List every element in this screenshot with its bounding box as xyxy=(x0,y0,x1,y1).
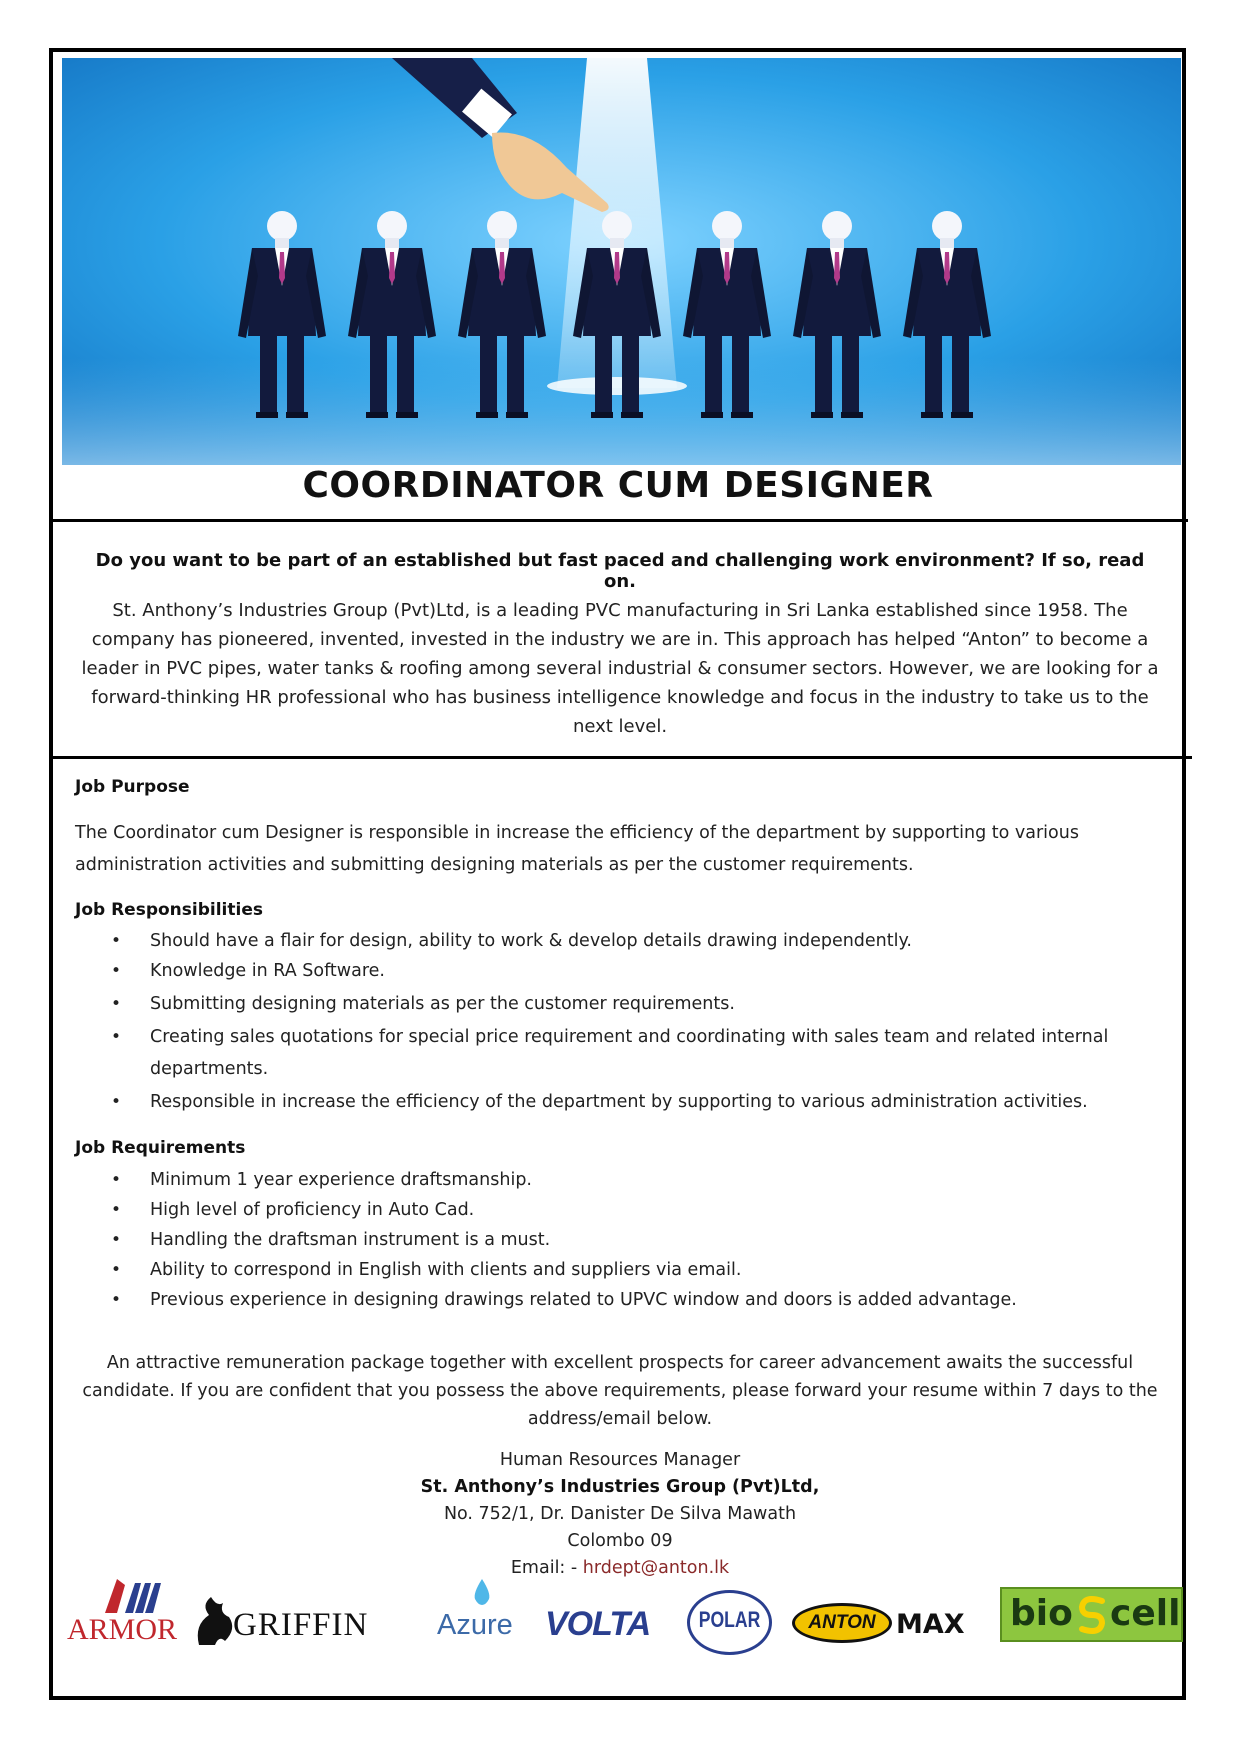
griffin-wordmark: GRIFFIN xyxy=(233,1607,369,1643)
swirl-s-icon xyxy=(1076,1593,1108,1637)
list-item: • Responsible in increase the efficiency of the department by supporting to various administration activities. xyxy=(75,1086,1135,1118)
volta-wordmark: VOLTA xyxy=(545,1605,651,1643)
list-item: • Submitting designing materials as per the customer requirements. xyxy=(75,988,1135,1020)
list-item: • Handling the draftsman instrument is a must. xyxy=(75,1224,1135,1256)
contact-role: Human Resources Manager xyxy=(499,1450,741,1470)
volta-logo xyxy=(545,1605,680,1650)
businessmen-lineup-illustration xyxy=(62,58,1181,465)
water-drop-icon xyxy=(467,1577,497,1607)
list-item: • Knowledge in RA Software. xyxy=(75,955,1135,987)
job-requirements-heading: Job Requirements xyxy=(75,1138,246,1158)
divider xyxy=(53,519,1188,522)
intro-question: Do you want to be part of an established but fast paced and challenging work environment? If so, read on. xyxy=(95,550,1145,592)
griffin-emblem-icon xyxy=(189,1595,239,1651)
job-purpose-text: The Coordinator cum Designer is responsible in increase the efficiency of the department by supporting to various administration activities and submitting designing materials as per the customer requirements. xyxy=(75,823,1079,875)
anton-max-logo xyxy=(792,1603,972,1653)
anton-wordmark: ANTON xyxy=(808,1612,876,1633)
list-item: • Minimum 1 year experience draftsmanship. xyxy=(75,1164,1135,1196)
email-label: Email: - xyxy=(510,1558,583,1578)
closing-paragraph: An attractive remuneration package together with excellent prospects for career advancement awaits the successful candidate. If you are confident that you possess the above requirements, please forward your resume within 7 days to the address/email below. xyxy=(82,1353,1158,1429)
list-item: • Previous experience in designing drawings related to UPVC window and doors is added advantage. xyxy=(75,1284,1135,1316)
page-title: COORDINATOR CUM DESIGNER xyxy=(302,465,934,506)
cell-wordmark: cell xyxy=(1110,1593,1181,1634)
armor-emblem-icon xyxy=(67,1575,177,1615)
email-link[interactable]: hrdept@anton.lk xyxy=(582,1558,730,1578)
polar-logo xyxy=(687,1590,772,1655)
armor-logo xyxy=(67,1575,177,1655)
list-item: • Should have a flair for design, ability to work & develop details drawing independently. xyxy=(75,925,1135,957)
anton-badge xyxy=(792,1603,892,1643)
requirements-list xyxy=(75,1164,1135,1316)
list-item: • Ability to correspond in English with clients and suppliers via email. xyxy=(75,1254,1135,1286)
responsibilities-list xyxy=(75,925,1135,1118)
bioscell-logo xyxy=(1000,1587,1183,1642)
contact-company: St. Anthony’s Industries Group (Pvt)Ltd, xyxy=(420,1477,820,1497)
intro-paragraph: St. Anthony’s Industries Group (Pvt)Ltd, is a leading PVC manufacturing in Sri Lanka established since 1958. The company has pioneered, invented, invested in the industry we are in. This approach has helped “Anton” to become a leader in PVC pipes, water tanks & roofing among several industrial & consumer sectors. However, we are looking for a forward-thinking HR professional who has business intelligence knowledge and focus in the industry to take us to the next level. xyxy=(81,600,1159,737)
contact-address-line2: Colombo 09 xyxy=(567,1531,673,1551)
max-wordmark: MAX xyxy=(896,1609,965,1640)
hero-image xyxy=(62,58,1181,465)
azure-logo xyxy=(427,1577,537,1657)
list-item: • Creating sales quotations for special price requirement and coordinating with sales team and related internal departments. xyxy=(75,1021,1135,1085)
azure-wordmark: Azure xyxy=(437,1609,513,1641)
contact-address-line1: No. 752/1, Dr. Danister De Silva Mawath xyxy=(443,1504,797,1524)
griffin-logo xyxy=(189,1595,439,1655)
divider xyxy=(53,756,1192,759)
brand-logos xyxy=(62,1575,1186,1660)
job-purpose-heading: Job Purpose xyxy=(75,777,190,797)
list-item: • High level of proficiency in Auto Cad. xyxy=(75,1194,1135,1226)
job-responsibilities-heading: Job Responsibilities xyxy=(75,900,263,920)
armor-wordmark: ARMOR xyxy=(67,1613,178,1646)
polar-wordmark: POLAR xyxy=(698,1607,761,1632)
bio-wordmark: bio xyxy=(1010,1593,1073,1634)
